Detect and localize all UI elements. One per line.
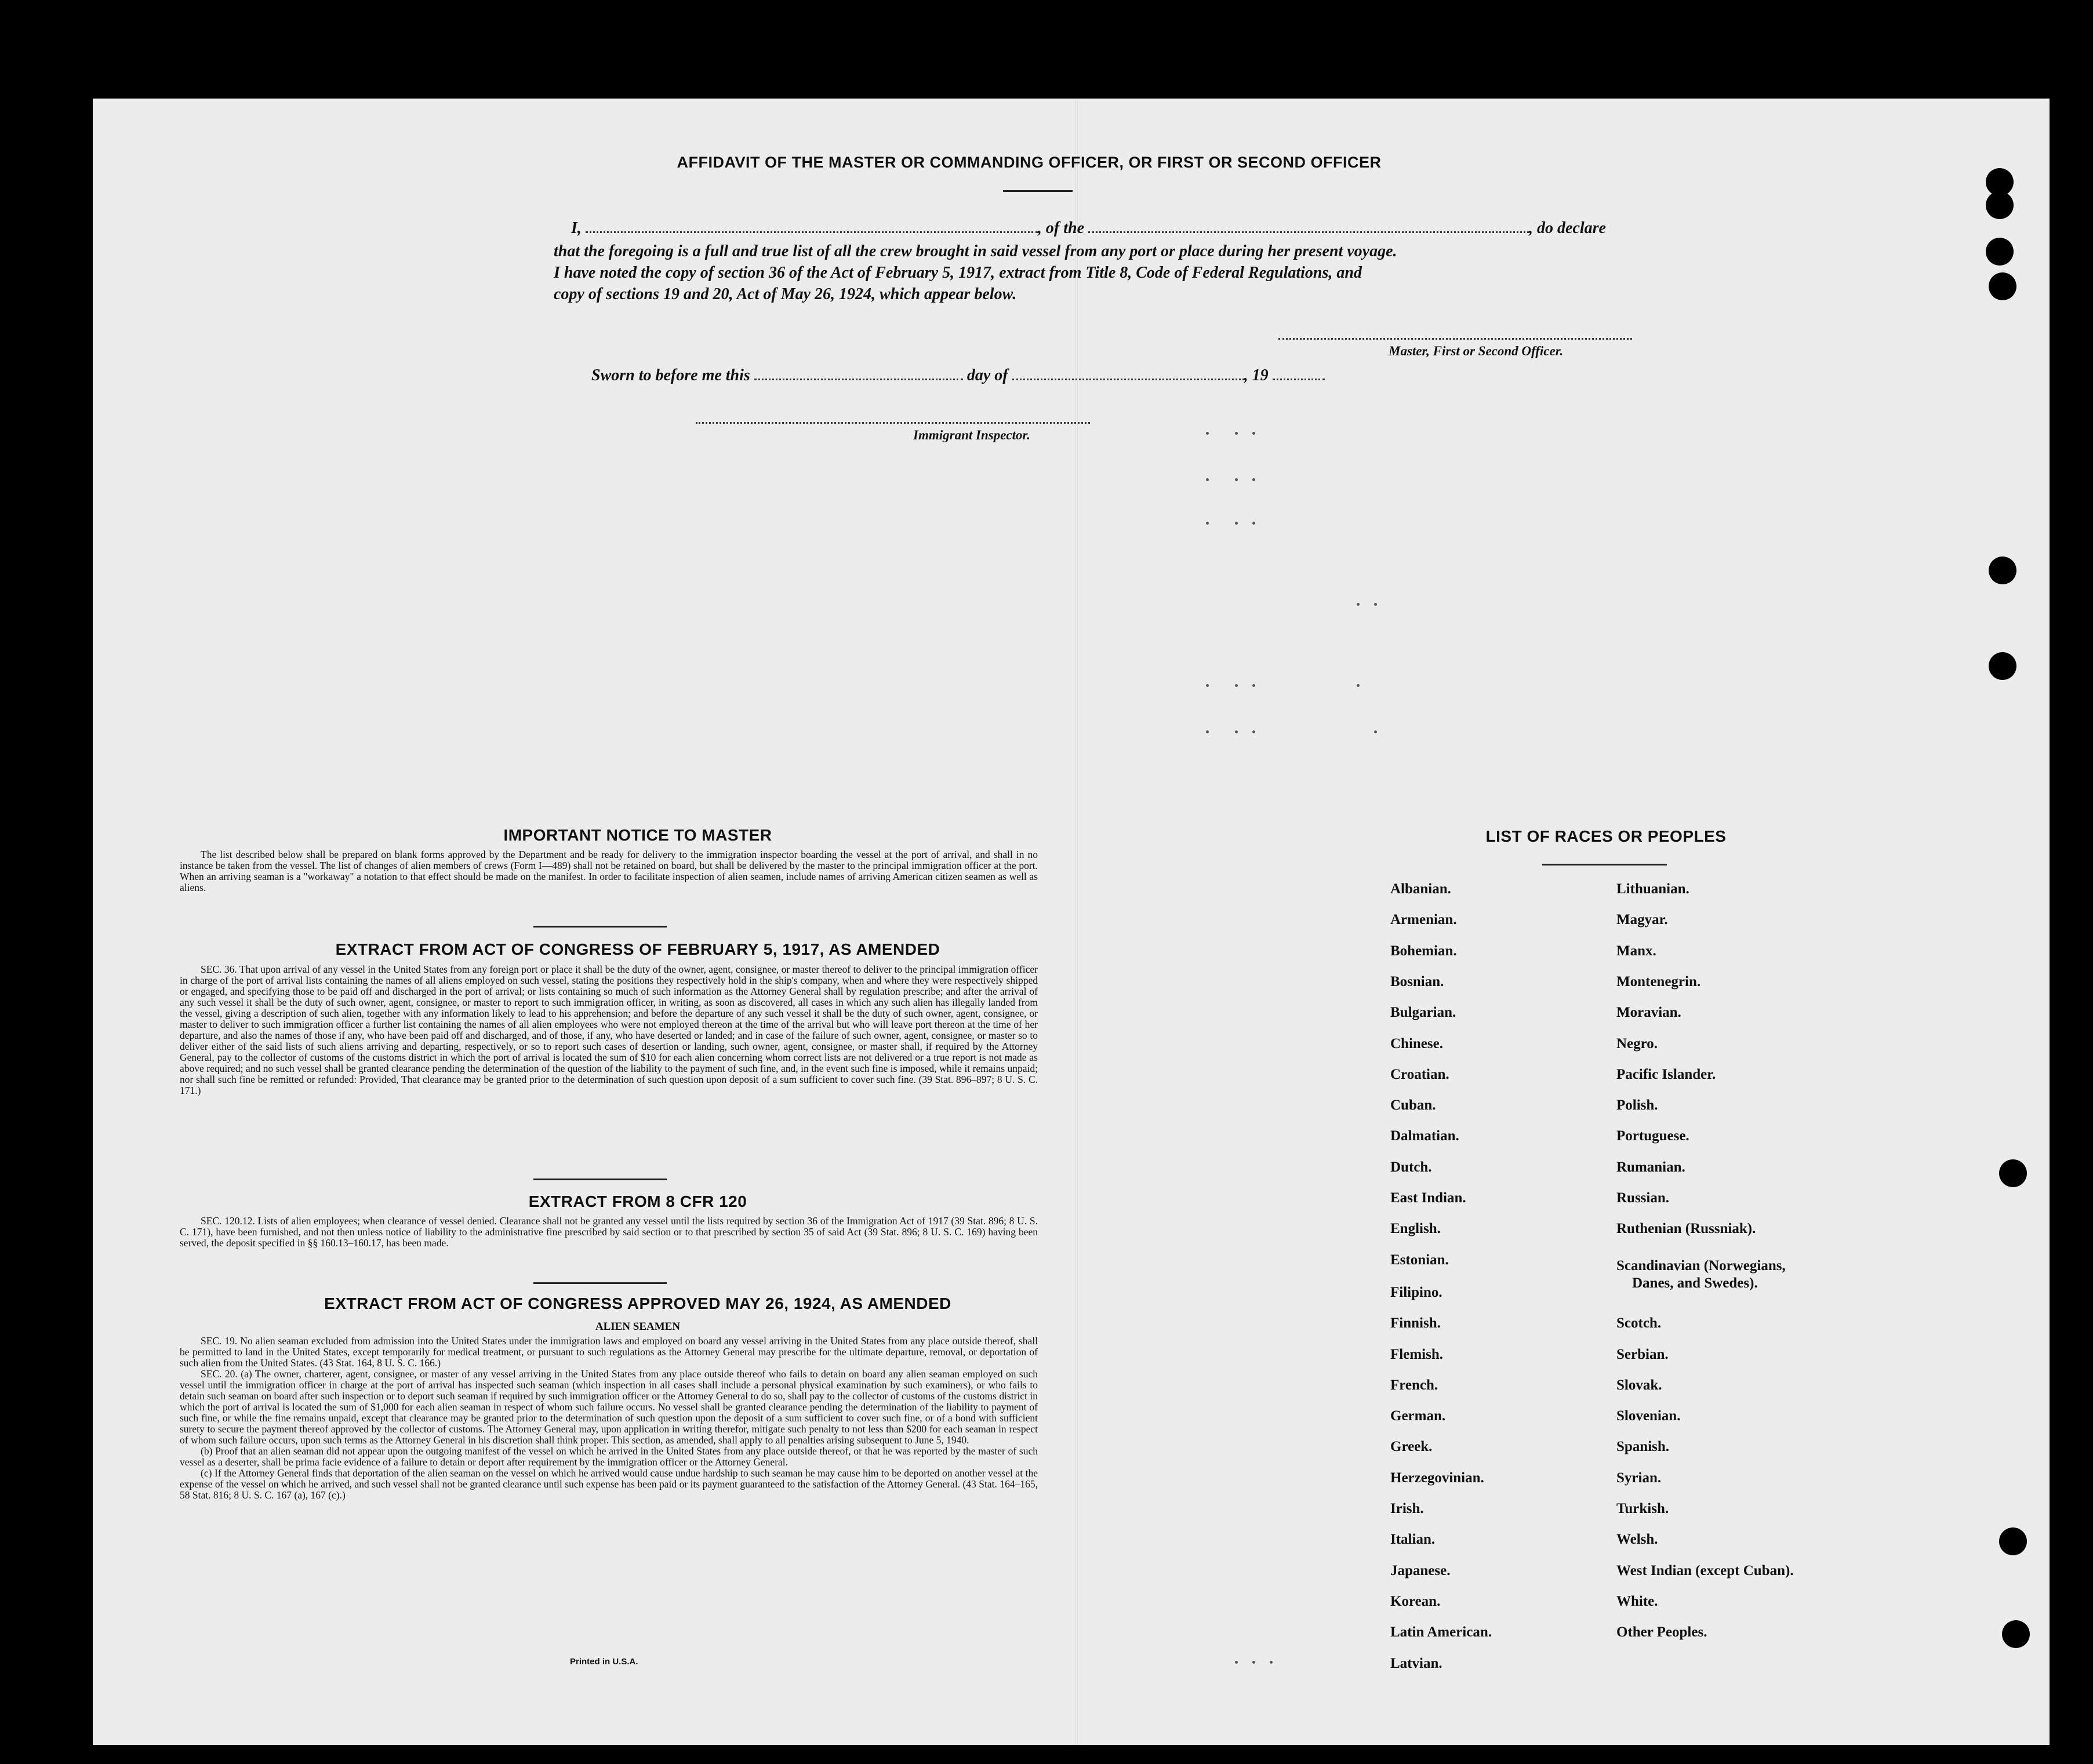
show-through-dot	[1252, 522, 1255, 525]
sec-120-12-paragraph: SEC. 120.12. Lists of alien employees; when clearance of vessel denied. Clearance shall not be granted any vessel until the lists required by section 36 of the Immigration Act of 1917 (39 Stat. 896; 8 U. S. C. 171), have been furnished, and not then unless notice of liability to the administrative fine prescribed by said section or to that prescribed by section 35 of said Act (39 Stat. 896; 8 U. S. C. 169) having been served, the deposit specified in §§ 160.13–160.17, has been made.	[180, 1215, 1038, 1249]
race-item: Other Peoples.	[1616, 1624, 1707, 1641]
race-item: Croatian.	[1390, 1066, 1449, 1082]
race-item: Slovenian.	[1616, 1408, 1681, 1424]
notice-paragraph: The list described below shall be prepared on blank forms approved by the Department and be ready for delivery to the immigration inspector boarding the vessel at the port of arrival, and shall in no instance be taken from the vessel. The list of changes of alien members of crews (Form I—489) shall not be retained on board, but shall be delivered by the master to the principal immigration officer at the port. When an arriving seaman is a "workaway" a notation to that effect should be made on the manifest. In order to facilitate inspection of alien seamen, include names of arriving American citizen seamen as well as aliens.	[180, 849, 1038, 893]
race-item: Ruthenian (Russniak).	[1616, 1221, 1756, 1237]
punch-hole	[1986, 191, 2014, 219]
race-item: Rumanian.	[1616, 1159, 1685, 1175]
extract-1917-text	[180, 964, 1038, 1096]
show-through-dot	[1252, 730, 1255, 733]
race-item: Italian.	[1390, 1532, 1436, 1548]
race-item: Spanish.	[1616, 1439, 1670, 1455]
title-underline	[1003, 190, 1073, 192]
show-through-dot	[1357, 603, 1360, 606]
extract-1924-title: EXTRACT FROM ACT OF CONGRESS APPROVED MAY 26, 1924, AS AMENDED	[324, 1294, 951, 1312]
race-item: Serbian.	[1616, 1346, 1669, 1362]
show-through-dot	[1235, 522, 1238, 525]
extract-8cfr-title: EXTRACT FROM 8 CFR 120	[528, 1192, 747, 1210]
vessel-blank[interactable]	[1088, 231, 1529, 233]
sworn-year: , 19	[1244, 366, 1269, 384]
race-item: Albanian.	[1390, 881, 1451, 897]
affidavit-line-4: copy of sections 19 and 20, Act of May 26, 1924, which appear below.	[554, 285, 1017, 303]
race-item: Scandinavian (Norwegians,	[1616, 1258, 1786, 1274]
show-through-dot	[1235, 730, 1238, 733]
race-item: Latin American.	[1390, 1624, 1492, 1641]
sec-20b-paragraph: (b) Proof that an alien seaman did not appear upon the outgoing manifest of the vessel on which he arrived in the United States from any place outside thereof, or that he was reported by the master of such vessel as a deserter, shall be prima facie evidence of a failure to detain or deport after requirement by the immigration officer or the Attorney General.	[180, 1445, 1038, 1468]
show-through-dot	[1252, 432, 1255, 435]
show-through-dot	[1374, 730, 1377, 733]
show-through-dot	[1206, 730, 1209, 733]
race-item: Latvian.	[1390, 1655, 1442, 1671]
sworn-line	[591, 363, 1403, 388]
show-through-dot	[1235, 684, 1238, 687]
affidavit-line-1	[571, 216, 1638, 241]
race-item: Estonian.	[1390, 1252, 1449, 1268]
show-through-dot	[1252, 478, 1255, 481]
show-through-dot	[1206, 432, 1209, 435]
sec-20c-paragraph: (c) If the Attorney General finds that deportation of the alien seaman on the vessel on which he arrived would cause undue hardship to such seaman he may cause him to be deported on another vessel at the expense of the vessel on which he arrived, and such vessel shall not be granted clearance until such expense has been paid or its payment guaranteed to the satisfaction of the Attorney General. (43 Stat. 164–165, 58 Stat. 816; 8 U. S. C. 167 (a), 167 (c).)	[180, 1467, 1038, 1501]
race-item: Irish.	[1390, 1501, 1424, 1516]
affidavit-title: AFFIDAVIT OF THE MASTER OR COMMANDING OFFICER, OR FIRST OR SECOND OFFICER	[677, 154, 1382, 171]
sworn-day-blank[interactable]	[754, 379, 963, 380]
race-item: Finnish.	[1390, 1315, 1441, 1332]
race-item: Syrian.	[1616, 1470, 1662, 1486]
divider	[533, 1179, 667, 1180]
race-item: Welsh.	[1616, 1532, 1658, 1548]
race-item: Moravian.	[1616, 1005, 1681, 1021]
master-signature-caption: Master, First or Second Officer.	[1389, 344, 1564, 358]
divider	[533, 926, 667, 928]
race-item: Korean.	[1390, 1593, 1441, 1609]
punch-hole	[1989, 557, 2016, 584]
punch-hole	[1999, 1159, 2027, 1187]
punch-hole	[2002, 1620, 2030, 1648]
races-underline	[1542, 864, 1667, 865]
race-item: Negro.	[1616, 1035, 1658, 1052]
show-through-dot	[1206, 684, 1209, 687]
race-item: Herzegovinian.	[1390, 1470, 1484, 1486]
show-through-dot	[1206, 522, 1209, 525]
race-item: Chinese.	[1390, 1035, 1443, 1052]
affidavit-of-the: , of the	[1037, 219, 1085, 237]
sec-36-paragraph: SEC. 36. That upon arrival of any vessel in the United States from any foreign port or place it shall be the duty of the owner, agent, consignee, or master thereof to deliver to the principal immigration officer in charge of the port of arrival lists containing the names of all aliens employed on such vessel, stating the positions they respectively hold in the ship's company, when and where they were respectively shipped or engaged, and specifying those to be paid off and discharged in the port of arrival; or lists containing so much of such information as the Attorney General shall by regulation prescribe; and after the arrival of any such vessel it shall be the duty of such owner, agent, consignee, or master to report to such immigration officer, in writing, as soon as discovered, all cases in which any such alien has illegally landed from the vessel, giving a description of such alien, together with any information likely to lead to his apprehension; and before the departure of any such vessel it shall be the duty of such owner, agent, consignee, or master to deliver to such immigration officer a further list containing the names of all alien employees who were not employed thereon at the time of the arrival but who will leave port thereon at the time of her departure, and also the names of those if any, who have been paid off and discharged, and of those, if any, who have deserted or landed; and in case of the failure of such owner, agent, consignee, or master so to deliver either of the said lists of such aliens arriving and departing, respectively, or so to report such cases of desertion or landing, such owner, agent, consignee, or master shall, if required by the Attorney General, pay to the collector of customs of the customs district in which the port of arrival is located the sum of $10 for each alien concerning whom correct lists are not delivered or a true report is not made as above required; and no such vessel shall be granted clearance pending the determination of the question of the liability to the payment of such fine, and, in the event such fine is imposed, while it remains unpaid; nor shall such fine be remitted or refunded: Provided, That clearance may be granted prior to the determination of such question upon deposit of a sum sufficient to cover such fine. (39 Stat. 896–897; 8 U. S. C. 171.)	[180, 963, 1038, 1096]
alien-seamen-subtitle: ALIEN SEAMEN	[595, 1321, 681, 1333]
punch-hole	[1989, 652, 2016, 680]
extract-1924-text	[180, 1336, 1038, 1501]
printed-in-usa: Printed in U.S.A.	[570, 1657, 638, 1667]
race-item: Magyar.	[1616, 912, 1668, 928]
show-through-dot	[1270, 1661, 1273, 1664]
inspector-signature-line[interactable]	[696, 422, 1090, 424]
punch-hole	[1986, 238, 2014, 265]
race-item: Manx.	[1616, 943, 1656, 959]
show-through-dot	[1235, 478, 1238, 481]
sworn-day-of: day of	[966, 366, 1008, 384]
race-item: German.	[1390, 1408, 1446, 1424]
show-through-dot	[1235, 432, 1238, 435]
punch-hole	[1999, 1527, 2027, 1555]
race-item: Greek.	[1390, 1439, 1433, 1455]
race-item: Dalmatian.	[1390, 1128, 1459, 1144]
race-item: Pacific Islander.	[1616, 1066, 1716, 1082]
race-item: Montenegrin.	[1616, 973, 1701, 990]
extract-1917-title: EXTRACT FROM ACT OF CONGRESS OF FEBRUARY 5, 1917, AS AMENDED	[335, 940, 940, 958]
sworn-text: Sworn to before me this	[591, 366, 750, 384]
race-item: Bohemian.	[1390, 943, 1457, 959]
race-item: Turkish.	[1616, 1501, 1669, 1516]
show-through-dot	[1206, 478, 1209, 481]
race-item: Polish.	[1616, 1097, 1658, 1114]
affidavit-line-2: that the foregoing is a full and true list of all the crew brought in said vessel from any port or place during her present voyage.	[554, 242, 1397, 260]
show-through-dot	[1374, 603, 1377, 606]
race-item: Russian.	[1616, 1190, 1670, 1206]
show-through-dot	[1357, 684, 1360, 687]
race-item: Japanese.	[1390, 1562, 1451, 1578]
page-fold	[1075, 99, 1078, 1745]
race-item: Portuguese.	[1616, 1128, 1689, 1144]
race-item: French.	[1390, 1377, 1438, 1393]
race-item: East Indian.	[1390, 1190, 1466, 1206]
inspector-signature-caption: Immigrant Inspector.	[913, 428, 1030, 442]
race-item: White.	[1616, 1593, 1658, 1609]
race-item: Scotch.	[1616, 1315, 1662, 1332]
race-item: Cuban.	[1390, 1097, 1436, 1114]
race-item: Danes, and Swedes).	[1632, 1275, 1758, 1291]
notice-title: IMPORTANT NOTICE TO MASTER	[503, 826, 772, 844]
affidavit-i: I,	[571, 219, 582, 237]
affidavit-do-declare: , do declare	[1529, 219, 1606, 237]
show-through-dot	[1252, 684, 1255, 687]
race-item: Armenian.	[1390, 912, 1457, 928]
race-item: English.	[1390, 1221, 1441, 1237]
show-through-dot	[1235, 1661, 1238, 1664]
race-item: Bulgarian.	[1390, 1005, 1456, 1021]
race-item: Slovak.	[1616, 1377, 1662, 1393]
name-blank[interactable]	[586, 231, 1038, 233]
notice-text	[180, 849, 1038, 893]
affidavit-line-3: I have noted the copy of section 36 of the Act of February 5, 1917, extract from Title 8, Code of Federal Regulations, and	[554, 264, 1362, 282]
sworn-month-blank[interactable]	[1012, 379, 1244, 380]
race-item: Bosnian.	[1390, 973, 1444, 990]
races-title: LIST OF RACES OR PEOPLES	[1485, 827, 1727, 845]
show-through-dot	[1252, 1661, 1255, 1664]
sec-19-paragraph: SEC. 19. No alien seaman excluded from admission into the United States under the immigration laws and employed on board any vessel arriving in the United States from any place outside thereof, shall be permitted to land in the United States, except temporarily for medical treatment, or pursuant to such regulations as the Attorney General may prescribe for the ultimate departure, removal, or deportation of such alien from the United States. (43 Stat. 164, 8 U. S. C. 166.)	[180, 1335, 1038, 1369]
race-item: Filipino.	[1390, 1284, 1442, 1300]
race-item: Lithuanian.	[1616, 881, 1689, 897]
race-item: Flemish.	[1390, 1346, 1443, 1362]
punch-hole	[1989, 272, 2016, 300]
race-item: Dutch.	[1390, 1159, 1432, 1175]
sworn-year-blank[interactable]	[1273, 379, 1325, 380]
divider	[533, 1282, 667, 1284]
sec-20a-paragraph: SEC. 20. (a) The owner, charterer, agent, consignee, or master of any vessel arriving in the United States from any place outside thereof who fails to detain on board any alien seaman employed on such vessel until the immigration officer in charge at the port of arrival has inspected such seaman (which inspection in all cases shall include a personal physical examination by such examiners), or who fails to detain such seaman on board after such inspection or to deport such seaman if required by such immigration officer or the Attorney General to do so, shall pay to the collector of customs of the customs district in which the port of arrival is located the sum of $1,000 for each alien seaman in respect of whom such failure occurs. No vessel shall be granted clearance pending the determination of the liability to payment of such fine, or while the fine remains unpaid, except that clearance may be granted prior to the determination of such question upon the deposit of a sum sufficient to cover such fine, or of a bond with sufficient surety to secure the payment thereof approved by the collector of customs. The Attorney General may, upon application in writing therefor, mitigate such penalty to not less than $200 for each seaman in respect of whom such failure occurs, upon such terms as the Attorney General in his discretion shall think proper. This section, as amended, shall apply to all penalties arising subsequent to June 5, 1940.	[180, 1368, 1038, 1446]
race-item: West Indian (except Cuban).	[1616, 1562, 1794, 1578]
extract-8cfr-text	[180, 1216, 1038, 1249]
